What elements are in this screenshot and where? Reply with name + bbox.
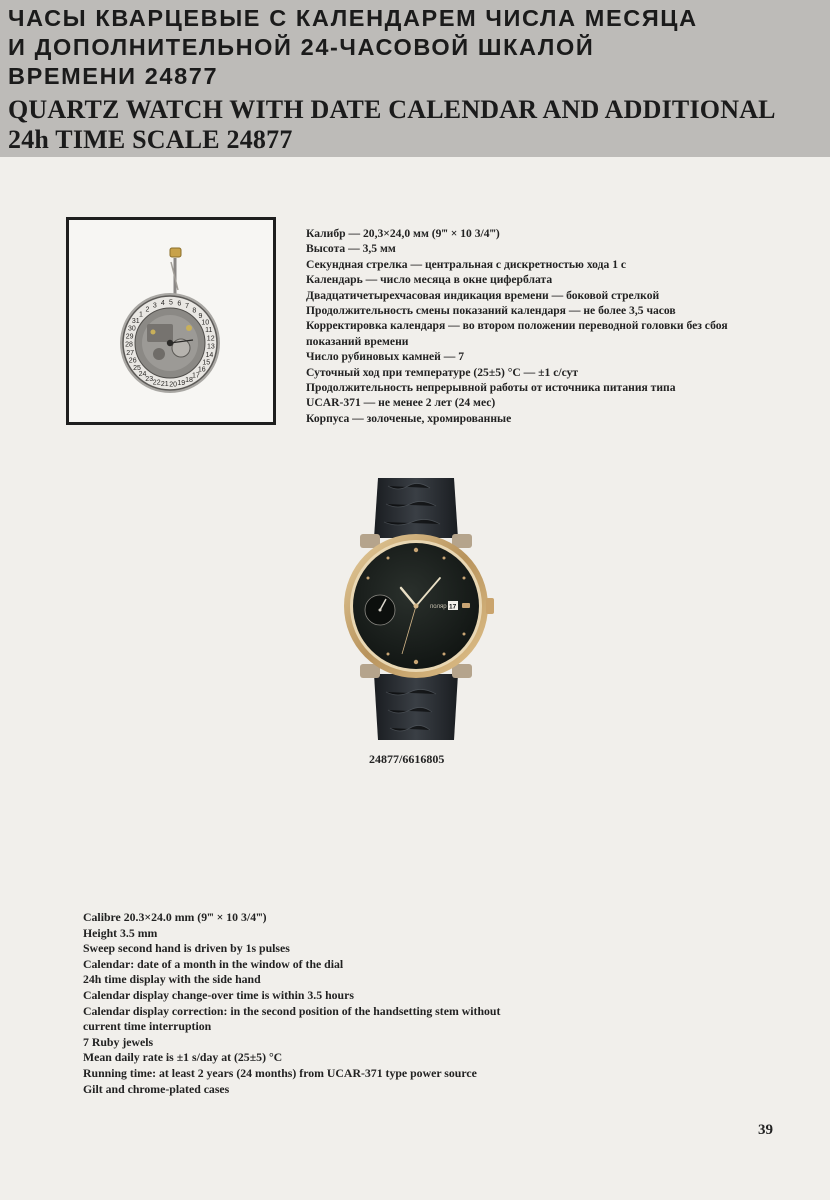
crown-icon [486,598,494,614]
date-ring-numeral: 31 [131,317,140,325]
date-ring-numeral: 8 [192,307,197,315]
date-ring-numeral: 3 [152,302,157,310]
date-ring-numeral: 30 [128,325,136,333]
spec-ru-line: Суточный ход при температуре (25±5) °С — ±1 с/сут [306,365,579,379]
date-ring-numeral: 10 [201,319,210,327]
quartz-movement-illustration [69,220,273,422]
date-ring-numeral: 22 [152,379,161,387]
date-ring-numeral: 18 [185,376,193,384]
title-ru-line: И ДОПОЛНИТЕЛЬНОЙ 24-ЧАСОВОЙ ШКАЛОЙ [8,34,595,60]
spec-en-line: Calendar display change-over time is within 3.5 hours [83,987,354,1002]
spec-en-line: 7 Ruby jewels [83,1034,154,1049]
date-ring-numeral: 1 [139,311,143,319]
wristwatch-illustration [336,478,496,740]
title-ru-line: ВРЕМЕНИ 24877 [8,63,219,89]
spec-ru-line: Калибр — 20,3×24,0 мм (9‴ × 10 3/4‴) [306,227,500,240]
title-russian [8,4,818,91]
watch-photo [336,478,496,745]
date-ring-numeral: 26 [128,357,137,365]
spec-ru-line: Продолжительность непрерывной работы от источника питания типа [306,381,676,395]
date-ring-numeral: 21 [160,381,169,389]
crown-icon [170,248,181,257]
date-ring-numeral: 12 [206,335,215,343]
spec-ru-line: Корректировка календаря — во втором положении переводной головки без сбоя [306,319,728,333]
spec-ru-line: Двадцатичетырехчасовая индикация времени — боковой стрелкой [306,288,660,302]
date-ring-numeral: 13 [207,343,215,351]
spec-en-line: 24h time display with the side hand [83,972,261,987]
spec-ru-line: Корпуса — золоченые, хромированные [306,411,512,425]
date-ring-numeral: 27 [126,349,134,357]
title-band [0,0,830,157]
date-ring-numeral: 14 [205,351,214,359]
date-ring-numeral: 9 [198,313,203,320]
brand-logo: поляр [430,604,447,610]
date-ring-numeral: 28 [125,341,133,349]
spec-en-line: Sweep second hand is driven by 1s pulses [83,941,290,956]
date-ring-numeral: 20 [169,381,177,389]
spec-ru-line: показаний времени [306,334,409,348]
spec-ru-line: Высота — 3,5 мм [306,242,396,256]
date-ring-numeral: 11 [205,327,213,335]
specs-english [83,910,603,1097]
spec-en-line: Height 3.5 mm [83,925,158,940]
date-ring-numeral: 15 [202,359,211,367]
movement-photo-frame [66,217,276,425]
title-en-line: 24h TIME SCALE 24877 [8,125,293,154]
date-ring-numeral: 24 [138,370,147,378]
date-ring-numeral: 23 [145,375,154,383]
specs-russian [306,226,806,426]
spec-ru-line: Число рубиновых камней — 7 [306,350,465,364]
page-number: 39 [758,1122,773,1138]
date-ring-numeral: 2 [145,306,150,314]
spec-en-line: Calendar: date of a month in the window of the dial [83,956,344,971]
title-en-line: QUARTZ WATCH WITH DATE CALENDAR AND ADDITIONAL [8,95,776,124]
movement-photo [69,220,273,422]
date-ring-numeral: 7 [185,303,190,311]
watch-caption: 24877/6616805 [369,752,445,766]
lower-strap [374,674,458,740]
date-ring-numeral: 25 [133,364,141,372]
spec-en-line: Calendar display correction: in the second position of the handsetting stem without [83,1003,501,1018]
spec-en-line: current time interruption [83,1019,212,1034]
title-ru-line: ЧАСЫ КВАРЦЕВЫЕ С КАЛЕНДАРЕМ ЧИСЛА МЕСЯЦА [8,5,698,31]
date-value: 17 [449,603,457,611]
date-ring-numeral: 17 [192,372,200,380]
spec-en-line: Gilt and chrome-plated cases [83,1081,230,1096]
spec-en-line: Mean daily rate is ±1 s/day at (25±5) °С [83,1050,283,1065]
spec-en-line: Running time: at least 2 years (24 months) from UCAR-371 type power source [83,1065,477,1080]
spec-ru-line: UCAR-371 — не менее 2 лет (24 мес) [306,396,496,410]
title-english [8,95,823,155]
date-ring-numeral: 4 [160,300,165,308]
date-ring-numeral: 29 [125,333,134,341]
spec-en-line: Calibre 20.3×24.0 mm (9‴ × 10 3/4‴) [83,910,267,924]
spec-ru-line: Календарь — число месяца в окне циферблата [306,273,553,287]
date-ring-numeral: 6 [177,300,182,308]
date-ring-numeral: 5 [169,299,173,307]
spec-ru-line: Секундная стрелка — центральная с дискретностью хода 1 с [306,257,627,271]
spec-ru-line: Продолжительность смены показаний календаря — не более 3,5 часов [306,304,676,318]
date-ring-numeral: 19 [177,379,186,387]
date-ring-numeral: 16 [197,366,206,374]
